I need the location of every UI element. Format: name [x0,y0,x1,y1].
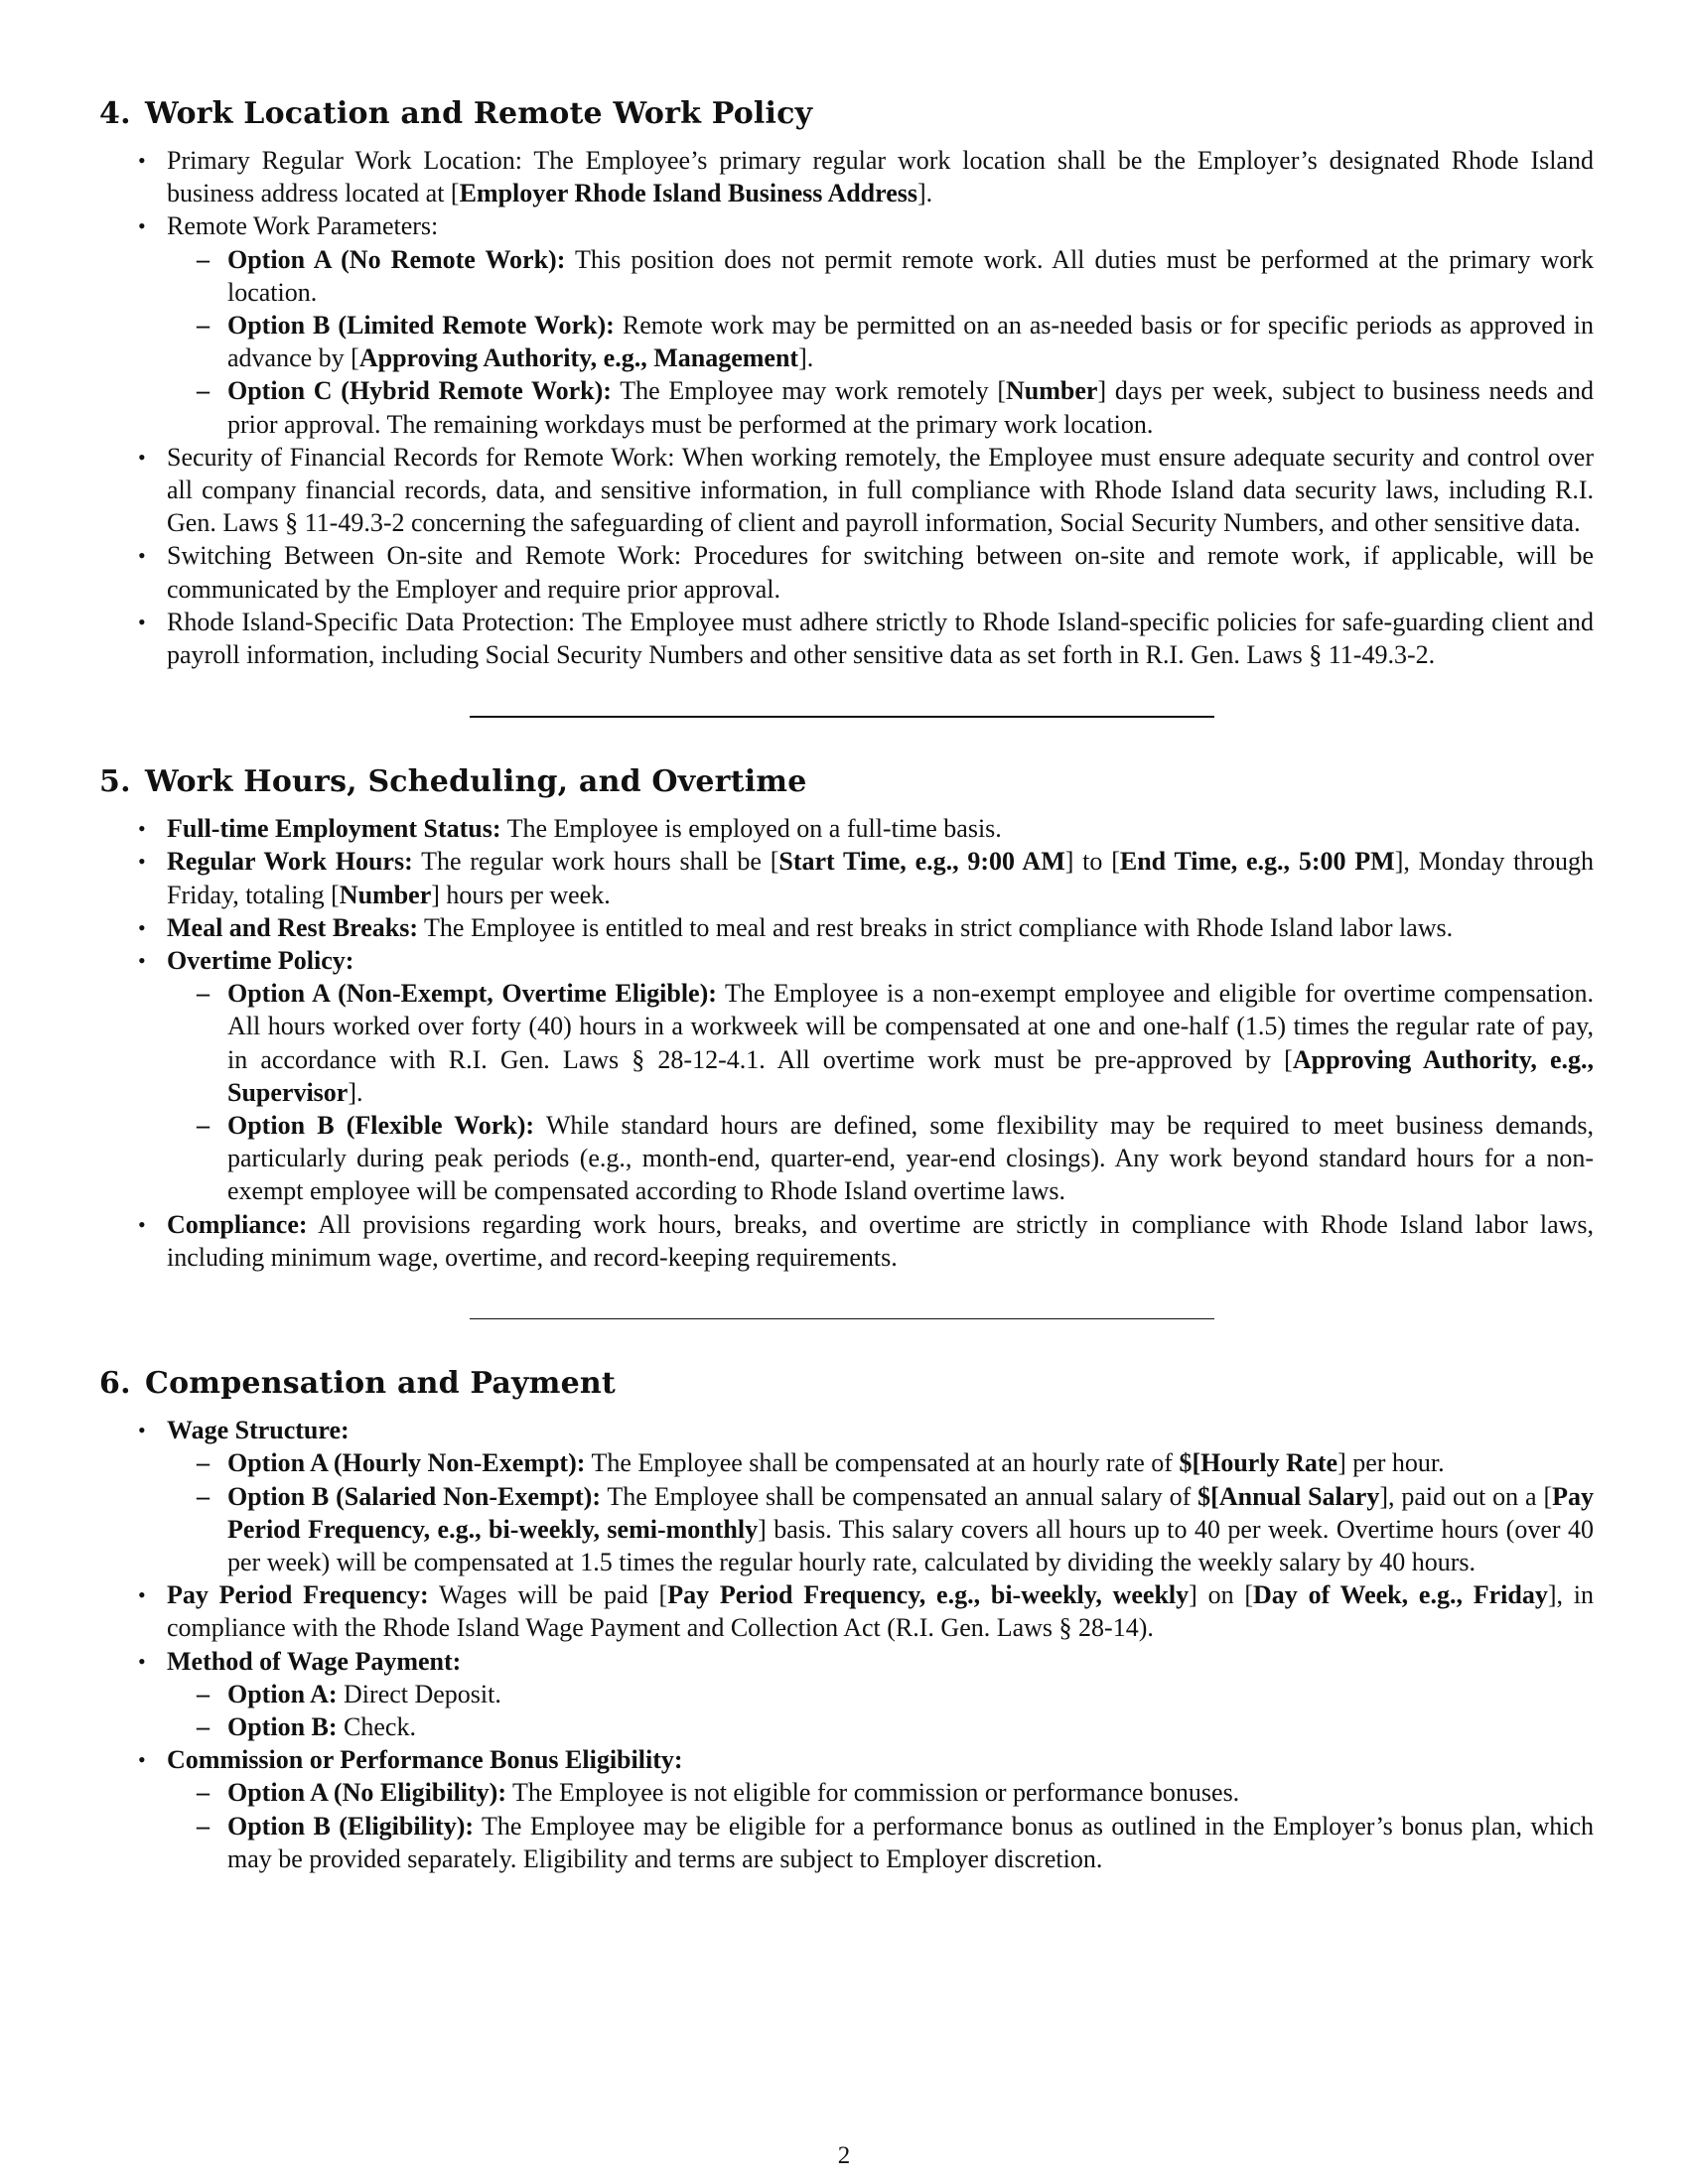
sub-list-item: – Option B (Limited Remote Work): Remote work may be permitted on an as-needed basis or for specific periods as approved in advance by [Approving Authority, e.g., Management]. [167,309,1594,374]
section-5 [99,762,1594,1274]
sub-list-item: – Option B (Salaried Non-Exempt): The Employee shall be compensated an annual salary of $[Annual Salary], paid out on a [Pay Period Frequency, e.g., bi-weekly, semi-monthly] basis. This salary covers all hours up to 40 per week. Overtime hours (over 40 per week) will be compensated at 1.5 times the regular hourly rate, calculated by dividing the weekly salary by 40 hours. [167,1480,1594,1579]
list-item: • Overtime Policy: – Option A (Non-Exempt, Overtime Eligible): The Employee is a non-exempt employee and eligible for overtime compensation. All hours worked over forty (40) hours in a workweek will be compensated at one and one-half (1.5) times the regular rate of pay, in accordance with R.I. Gen. Laws § 28-12-4.1. All overtime work must be pre-approved by [Approving Authority, e.g., Supervisor]. – Option B (Flexible Work): While standard hours are defined, some flexibility may be required to meet business demands, particularly during peak periods (e.g., month-end, quarter-end, year-end closings). Any work beyond standard hours for a non-exempt employee will be compensated according to Rhode Island overtime laws. [99,944,1594,1208]
list-item: • Pay Period Frequency: Wages will be paid [Pay Period Frequency, e.g., bi-weekly, weekly] on [Day of Week, e.g., Friday], in compliance with the Rhode Island Wage Payment and Collection Act (R.I. Gen. Laws § 28-14). [99,1578,1594,1644]
overtime-options [167,977,1594,1207]
section-divider [470,1318,1214,1319]
list-item: • Meal and Rest Breaks: The Employee is entitled to meal and rest breaks in strict compliance with Rhode Island labor laws. [99,911,1594,944]
list-item: • Regular Work Hours: The regular work hours shall be [Start Time, e.g., 9:00 AM] to [End Time, e.g., 5:00 PM], Monday through Friday, totaling [Number] hours per week. [99,845,1594,910]
bonus-eligibility-options [167,1776,1594,1875]
sub-list-item: – Option B: Check. [167,1710,1594,1743]
list-item: • Primary Regular Work Location: The Employee’s primary regular work location shall be the Employer’s designated Rhode Island business address located at [Employer Rhode Island Business Address]. [99,144,1594,209]
list-item: • Switching Between On-site and Remote Work: Procedures for switching between on-site and remote work, if applicable, will be communicated by the Employer and require prior approval. [99,539,1594,605]
list-item: • Compliance: All provisions regarding work hours, breaks, and overtime are strictly in compliance with Rhode Island labor laws, including minimum wage, overtime, and record-keeping requirements. [99,1208,1594,1274]
section-4-list [99,144,1594,671]
payment-method-options [167,1678,1594,1743]
sub-list-item: – Option B (Eligibility): The Employee may be eligible for a performance bonus as outlined in the Employer’s bonus plan, which may be provided separately. Eligibility and terms are subject to Employer discretion. [167,1810,1594,1875]
wage-structure-options [167,1446,1594,1578]
sub-list-item: – Option C (Hybrid Remote Work): The Employee may work remotely [Number] days per week, subject to business needs and prior approval. The remaining workdays must be performed at the primary work location. [167,374,1594,440]
list-item: • Method of Wage Payment: – Option A: Direct Deposit. – Option B: Check. [99,1645,1594,1744]
sub-list-item: – Option A (Non-Exempt, Overtime Eligible): The Employee is a non-exempt employee and eligible for overtime compensation. All hours worked over forty (40) hours in a workweek will be compensated at one and one-half (1.5) times the regular rate of pay, in accordance with R.I. Gen. Laws § 28-12-4.1. All overtime work must be pre-approved by [Approving Authority, e.g., Supervisor]. [167,977,1594,1109]
sub-list-item: – Option A (No Remote Work): This position does not permit remote work. All duties must be performed at the primary work location. [167,243,1594,309]
list-item: • Rhode Island-Specific Data Protection: The Employee must adhere strictly to Rhode Island-specific policies for safe-guarding client and payroll information, including Social Security Numbers and other sensitive data as set forth in R.I. Gen. Laws § 11-49.3-2. [99,606,1594,671]
sub-list-item: – Option A (Hourly Non-Exempt): The Employee shall be compensated at an hourly rate of $[Hourly Rate] per hour. [167,1446,1594,1479]
section-4 [99,94,1594,671]
section-6 [99,1364,1594,1875]
list-item: • Commission or Performance Bonus Eligibility: – Option A (No Eligibility): The Employee is not eligible for commission or performance bonuses. – Option B (Eligibility): The Employee may be eligible for a performance bonus as outlined in the Employer’s bonus plan, which may be provided separately. Eligibility and terms are subject to Employer discretion. [99,1743,1594,1875]
section-4-heading: 4. Work Location and Remote Work Policy [99,96,813,131]
section-6-heading: 6. Compensation and Payment [99,1366,616,1402]
sub-list-item: – Option A (No Eligibility): The Employee is not eligible for commission or performance bonuses. [167,1776,1594,1809]
sub-list-item: – Option B (Flexible Work): While standard hours are defined, some flexibility may be required to meet business demands, particularly during peak periods (e.g., month-end, quarter-end, year-end closings). Any work beyond standard hours for a non-exempt employee will be compensated according to Rhode Island overtime laws. [167,1109,1594,1208]
list-item: • Remote Work Parameters: – Option A (No Remote Work): This position does not permit remote work. All duties must be performed at the primary work location. – Option B (Limited Remote Work): Remote work may be permitted on an as-needed basis or for specific periods as approved in advance by [Approving Authority, e.g., Management]. – Option C (Hybrid Remote Work): The Employee may work remotely [Number] days per week, subject to business needs and prior approval. The remaining workdays must be performed at the primary work location. [99,209,1594,440]
list-item: • Security of Financial Records for Remote Work: When working remotely, the Employee must ensure adequate security and control over all company financial records, data, and sensitive information, in full compliance with Rhode Island data security laws, including R.I. Gen. Laws § 11-49.3-2 concerning the safeguarding of client and payroll information, Social Security Numbers, and other sensitive data. [99,441,1594,540]
list-item: • Full-time Employment Status: The Employee is employed on a full-time basis. [99,812,1594,845]
page-number: 2 [837,2142,851,2169]
sub-list-item: – Option A: Direct Deposit. [167,1678,1594,1710]
list-item: • Wage Structure: – Option A (Hourly Non-Exempt): The Employee shall be compensated at an hourly rate of $[Hourly Rate] per hour. – Option B (Salaried Non-Exempt): The Employee shall be compensated an annual salary of $[Annual Salary], paid out on a [Pay Period Frequency, e.g., bi-weekly, semi-monthly] basis. This salary covers all hours up to 40 per week. Overtime hours (over 40 per week) will be compensated at 1.5 times the regular hourly rate, calculated by dividing the weekly salary by 40 hours. [99,1414,1594,1578]
section-5-heading: 5. Work Hours, Scheduling, and Overtime [99,764,807,800]
document-page [99,94,1594,1875]
section-divider [470,716,1214,718]
section-5-list [99,812,1594,1274]
remote-work-options [167,243,1594,441]
section-6-list [99,1414,1594,1875]
